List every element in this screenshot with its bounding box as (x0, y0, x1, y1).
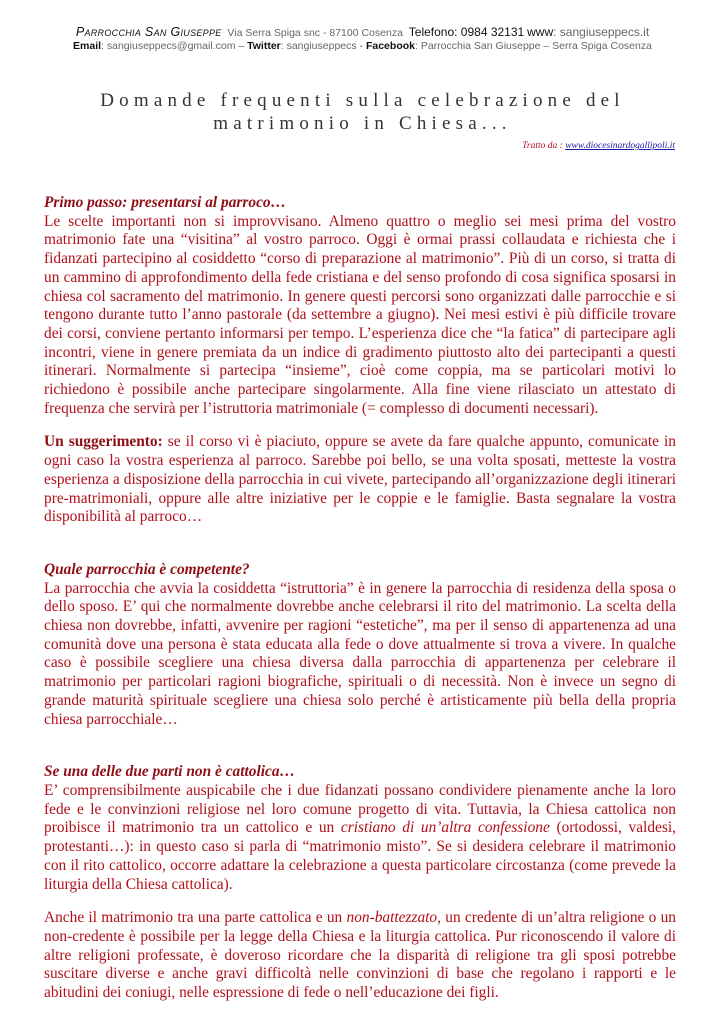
email-label: Email (73, 40, 102, 52)
page-title: Domande frequenti sulla celebrazione del matrimonio in Chiesa... (100, 90, 625, 134)
text-run: (ortodossi, valdesi, protestanti…): in questo caso si parla di “matrimonio misto”. Se si desidera celebrare il matrimonio con il rito cattolico, occorre adattare la celebrazione a questa particolare circostanza (come prevede la liturgia della Chiesa cattolica). (44, 819, 676, 893)
text-run: se il corso vi è piaciuto, oppure se avete da fare qualche appunto, comunicate in ogni caso la vostra esperienza al parroco. Sarebbe poi bello, se una volta sposati, metteste la vostra esperienza a disposizione della parrocchia in cui vivete, partecipando all’organizzazione degli itinerari pre-matrimoniali, oppure alle altre iniziative per le coppie e le famiglie. Basta segnalare la vostra disponibilità al parroco… (44, 433, 676, 526)
paragraph (44, 580, 676, 730)
text-run: Le scelte importanti non si improvvisano. Almeno quattro o meglio sei mesi prima del vostro matrimonio fate una “visitina” al vostro parroco. Oggi è ormai prassi collaudata e richiesta che i fidanzati partecipino al cosiddetto “corso di preparazione al matrimonio”. Più di un corso, si tratta di un cammino di approfondimento della fede cristiana e del senso profondo di cosa significa sposarsi in chiesa col sacramento del matrimonio. In genere questi percorsi sono organizzati dalle parrocchie e si tengono durante tutto l’anno pastorale (da settembre a giugno). Nei mesi estivi è più difficile trovare dei corsi, conviene pertanto informarsi per tempo. L’esperienza dice che “la fatica” di partecipare agli incontri, viene in genere premiata da un indice di gradimento piuttosto alto dei partecipanti a questi itinerari. Normalmente si partecipa “insieme”, cioè come coppia, ma se particolari motivi lo richiedono è possibile anche partecipare singolarmente. Alla fine viene rilasciato un attestato di frequenza che servirà per l’istruttoria matrimoniale (= complesso di documenti necessari). (44, 212, 676, 417)
letterhead (0, 26, 725, 53)
email: : sangiuseppecs@gmail.com – (101, 40, 248, 52)
section-heading: Primo passo: presentarsi al parroco… (44, 194, 286, 211)
section-heading: Se una delle due parti non è cattolica… (44, 763, 295, 781)
text-run: , un credente di un’altra religione o un non-credente è possibile per la legge della Chiesa e la liturgia cattolica. Pur riconoscendo il valore di altre religioni professate, è doveroso ricordare che la disparità di religione tra gli sposi potrebbe suscitare diverse e anche gravi difficoltà nelle convinzioni di base che regolano i rapporti e le abitudini dei coniugi, nelle espressione di fede o nell’educazione dei figli. (44, 909, 676, 1002)
facebook-label: Facebook (365, 40, 415, 52)
phone: Telefono: 0984 32131 (408, 25, 525, 39)
facebook: : Parrocchia San Giuseppe – Serra Spiga Cosenza (414, 40, 652, 52)
address: Via Serra Spiga snc - 87100 Cosenza (227, 27, 403, 39)
text-run: E’ comprensibilmente auspicabile che i due fidanzati possano condividere pienamente anche la loro fede e le convinzioni religiose nel loro comune progetto di vita. Tuttavia, la Chiesa cattolica non proibisce il matrimonio tra un cattolico e un (44, 781, 676, 837)
italic-text: non-battezzato (346, 909, 438, 927)
source-link[interactable]: www.diocesinardogallipoli.it (565, 141, 675, 151)
www-label: www (527, 25, 554, 39)
italic-text: cristiano di un’altra confessione (340, 819, 550, 837)
paragraph (44, 213, 676, 419)
paragraph (44, 782, 676, 894)
parish-name: Parrocchia San Giuseppe (75, 25, 222, 39)
text-run: La parrocchia che avvia la cosiddetta “istruttoria” è in genere la parrocchia di residenza della sposa o dello sposo. E’ qui che normalmente dovrebbe anche celebrarsi il rito del matrimonio. La scelta della chiesa non dovrebbe, infatti, avvenire per ragioni “estetiche”, ma per il senso di appartenenza ad una comunità dove una persona è stata educata alla fede o dove attualmente si trova a vivere. In qualche caso è possibile scegliere una chiesa diversa dalla parrocchia di appartenenza per celebrare il matrimonio per particolari ragioni biografiche, spirituali o di necessità. Non è invece un segno di grande maturità spirituale scegliere una chiesa solo perché è artisticamente più bella della propria chiesa parrocchiale… (44, 579, 676, 728)
paragraph (44, 909, 676, 1003)
source-label: Tratto da : (522, 141, 566, 151)
twitter: : sangiuseppecs - (280, 40, 366, 52)
text-run: Anche il matrimonio tra una parte cattolica e un (44, 909, 347, 927)
document-body (44, 194, 676, 1003)
paragraph (44, 433, 676, 527)
twitter-label: Twitter (247, 40, 281, 52)
section-heading: Quale parrocchia è competente? (44, 560, 250, 578)
bold-text: Un suggerimento: (44, 433, 163, 451)
website: : sangiuseppecs.it (553, 25, 650, 39)
source-credit (522, 141, 675, 151)
